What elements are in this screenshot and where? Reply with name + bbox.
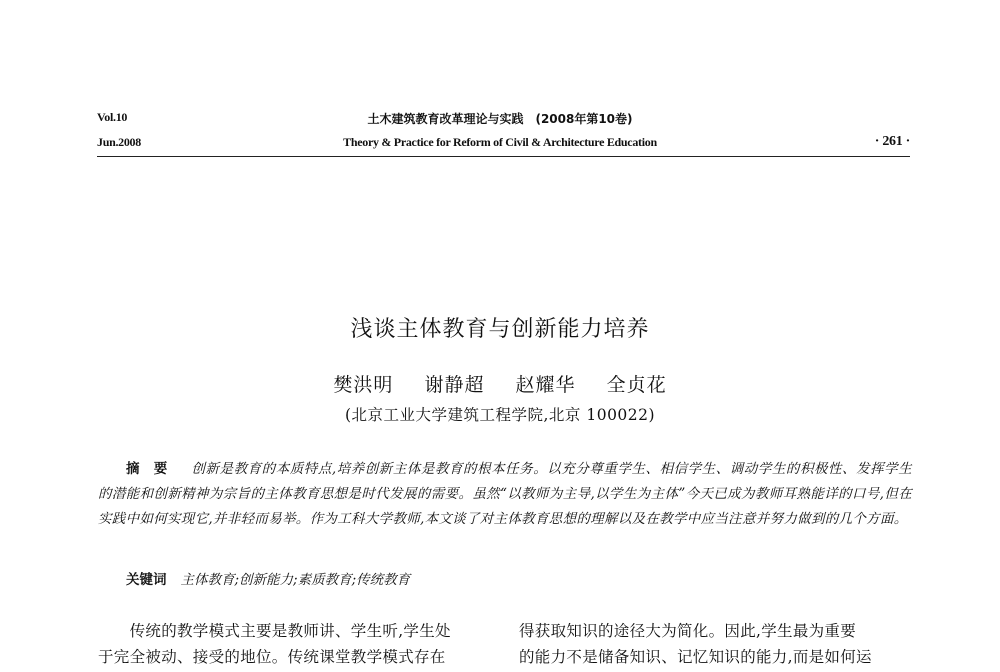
author-list: [0, 370, 1000, 397]
body-line: 于完全被动、接受的地位。传统课堂教学模式存在: [98, 648, 446, 666]
journal-title-en: Theory & Practice for Reform of Civil & Architecture Education: [343, 135, 657, 149]
header-rule: [97, 156, 910, 157]
affiliation: (北京工业大学建筑工程学院,北京 100022): [344, 406, 656, 424]
date-label: Jun.2008: [97, 135, 141, 149]
author-name: 全贞花: [606, 374, 667, 396]
keywords: [126, 568, 410, 588]
body-column-right: [519, 618, 911, 670]
author-name: 谢静超: [424, 374, 485, 396]
page-number: · 261 ·: [874, 134, 910, 149]
body-column-left: [98, 618, 490, 670]
keywords-label: 关键词: [126, 572, 167, 588]
author-name: 赵耀华: [515, 374, 576, 396]
body-line: 得获取知识的途径大为简化。因此,学生最为重要: [519, 622, 857, 640]
abstract-text: 创新是教育的本质特点,培养创新主体是教育的根本任务。以充分尊重学生、相信学生、调动学生的积极性、发挥学生的潜能和创新精神为宗旨的主体教育思想是时代发展的需要。虽然“以教师为主导,以学生为主体”今天已成为教师耳熟能详的口号,但在实践中如何实现它,并非轻而易举。作为工科大学教师,本文谈了对主体教育思想的理解以及在教学中应当注意并努力做到的几个方面。: [98, 461, 913, 527]
journal-title-cn: 土木建筑教育改革理论与实践 (2008年第10卷): [367, 112, 633, 126]
abstract: [98, 457, 912, 532]
article-title: 浅谈主体教育与创新能力培养: [350, 317, 650, 342]
keywords-text: 主体教育;创新能力;素质教育;传统教育: [180, 572, 411, 588]
author-name: 樊洪明: [333, 374, 394, 396]
body-line: 的能力不是储备知识、记忆知识的能力,而是如何运: [519, 648, 872, 666]
body-line: 传统的教学模式主要是教师讲、学生听,学生处: [98, 622, 451, 640]
abstract-label: 摘要: [126, 461, 182, 477]
volume-label: Vol.10: [97, 110, 128, 124]
